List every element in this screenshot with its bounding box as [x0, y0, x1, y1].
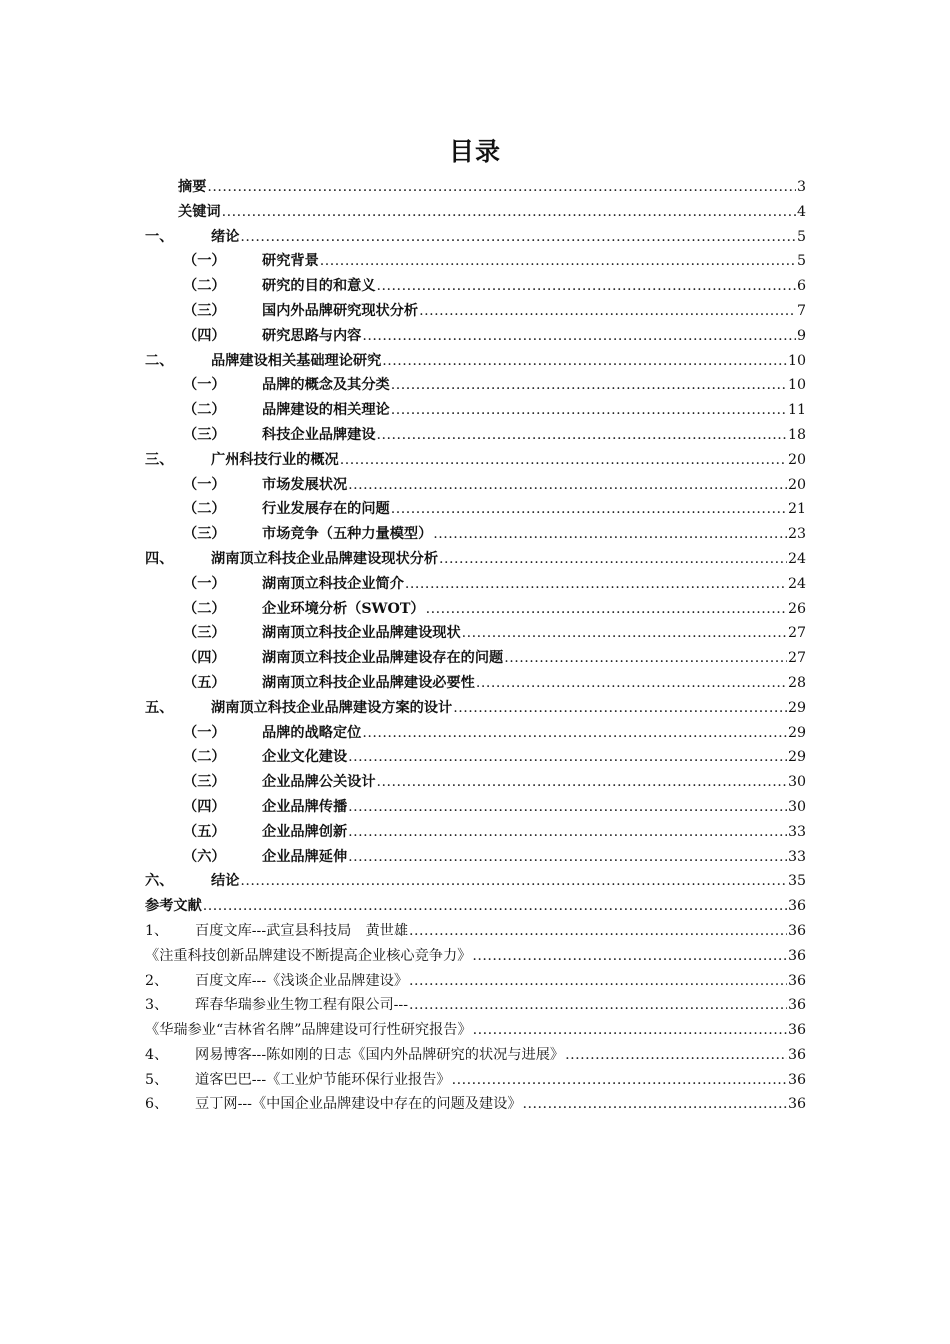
- toc-entry-title: 豆丁网---《中国企业品牌建设中存在的问题及建设》: [195, 1096, 522, 1113]
- toc-entry-title: 百度文库---《浅谈企业品牌建设》: [195, 972, 409, 989]
- toc-entry[interactable]: [145, 894, 806, 919]
- toc-entry[interactable]: [145, 423, 806, 448]
- toc-entry[interactable]: [145, 944, 806, 969]
- toc-page-number: 33: [787, 823, 806, 840]
- toc-entry-title: 企业环境分析（SWOT）: [262, 600, 425, 617]
- toc-entry[interactable]: [145, 919, 806, 944]
- toc-entry-title: 绪论: [211, 228, 240, 245]
- toc-page-number: 24: [787, 575, 806, 592]
- toc-entry-number: （二）: [183, 501, 226, 518]
- toc-entry-number: 四、: [145, 550, 174, 567]
- toc-dot-leader: [377, 274, 796, 299]
- toc-entry[interactable]: [145, 175, 806, 200]
- toc-entry-title: 企业品牌延伸: [262, 848, 348, 865]
- toc-dot-leader: [426, 597, 787, 622]
- toc-entry-title: 关键词: [178, 203, 221, 220]
- toc-entry-number: （三）: [183, 625, 226, 642]
- table-of-contents: [145, 175, 806, 1117]
- toc-page-number: 6: [796, 278, 806, 295]
- toc-entry[interactable]: [145, 225, 806, 250]
- toc-entry-number: 2、: [145, 972, 169, 989]
- toc-entry[interactable]: [145, 721, 806, 746]
- toc-page-number: 27: [787, 650, 806, 667]
- toc-entry[interactable]: [145, 869, 806, 894]
- toc-page-number: 23: [787, 526, 806, 543]
- toc-entry-title: 研究的目的和意义: [262, 278, 376, 295]
- toc-entry-number: （三）: [183, 302, 226, 319]
- toc-entry[interactable]: [145, 969, 806, 994]
- toc-entry[interactable]: [145, 547, 806, 572]
- toc-page-number: 36: [787, 1022, 806, 1039]
- toc-entry-number: （四）: [183, 327, 226, 344]
- toc-entry-number: 5、: [145, 1071, 169, 1088]
- toc-entry[interactable]: [145, 448, 806, 473]
- toc-entry-number: （二）: [183, 600, 226, 617]
- toc-entry-title: 珲春华瑞参业生物工程有限公司---: [195, 997, 409, 1014]
- toc-dot-leader: [340, 448, 787, 473]
- toc-entry[interactable]: [145, 522, 806, 547]
- toc-entry[interactable]: [145, 349, 806, 374]
- toc-page-number: 36: [787, 922, 806, 939]
- toc-entry[interactable]: [145, 621, 806, 646]
- toc-dot-leader: [382, 349, 787, 374]
- toc-entry[interactable]: [145, 745, 806, 770]
- toc-entry[interactable]: [145, 646, 806, 671]
- toc-page-number: 30: [787, 774, 806, 791]
- toc-entry-title: 研究思路与内容: [262, 327, 362, 344]
- toc-page-number: 20: [787, 451, 806, 468]
- toc-page-number: 10: [787, 377, 806, 394]
- toc-entry-number: （一）: [183, 253, 226, 270]
- toc-entry-number: （四）: [183, 798, 226, 815]
- toc-page-number: 5: [796, 253, 806, 270]
- toc-dot-leader: [362, 721, 787, 746]
- toc-entry-title: 湖南顶立科技企业品牌建设现状分析: [211, 550, 439, 567]
- toc-entry-title: 参考文献: [145, 898, 202, 915]
- toc-dot-leader: [453, 696, 787, 721]
- toc-dot-leader: [348, 820, 787, 845]
- toc-entry[interactable]: [145, 696, 806, 721]
- toc-dot-leader: [222, 200, 796, 225]
- toc-page-number: 5: [796, 228, 806, 245]
- toc-dot-leader: [391, 373, 787, 398]
- toc-entry-title: 网易博客---陈如刚的日志《国内外品牌研究的状况与进展》: [195, 1046, 565, 1063]
- toc-page-number: 35: [787, 873, 806, 890]
- toc-entry[interactable]: [145, 770, 806, 795]
- toc-entry-number: （一）: [183, 377, 226, 394]
- toc-page-number: 4: [796, 203, 806, 220]
- toc-dot-leader: [473, 1018, 787, 1043]
- toc-page-number: 36: [787, 972, 806, 989]
- toc-page-number: 36: [787, 1096, 806, 1113]
- toc-dot-leader: [377, 423, 787, 448]
- toc-dot-leader: [320, 249, 796, 274]
- toc-dot-leader: [405, 572, 787, 597]
- toc-entry-title: 《注重科技创新品牌建设不断提高企业核心竞争力》: [145, 947, 472, 964]
- toc-dot-leader: [240, 869, 787, 894]
- toc-page-number: 29: [787, 724, 806, 741]
- toc-entry-title: 研究背景: [262, 253, 319, 270]
- toc-entry-number: （二）: [183, 278, 226, 295]
- toc-entry-number: （三）: [183, 774, 226, 791]
- toc-page-number: 29: [787, 699, 806, 716]
- toc-dot-leader: [203, 894, 787, 919]
- toc-entry-number: （一）: [183, 724, 226, 741]
- toc-page-number: 36: [787, 1046, 806, 1063]
- toc-entry-title: 企业品牌传播: [262, 798, 348, 815]
- toc-dot-leader: [348, 473, 787, 498]
- toc-entry-number: 五、: [145, 699, 174, 716]
- toc-entry[interactable]: [145, 1092, 806, 1117]
- toc-dot-leader: [348, 795, 787, 820]
- toc-entry[interactable]: [145, 200, 806, 225]
- toc-entry-title: 品牌的概念及其分类: [262, 377, 390, 394]
- toc-entry[interactable]: [145, 820, 806, 845]
- toc-entry-title: 行业发展存在的问题: [262, 501, 390, 518]
- toc-dot-leader: [377, 770, 787, 795]
- toc-entry[interactable]: [145, 497, 806, 522]
- toc-page-number: 7: [796, 302, 806, 319]
- toc-page-number: 10: [787, 352, 806, 369]
- toc-entry-number: （二）: [183, 749, 226, 766]
- toc-entry-title: 湖南顶立科技企业简介: [262, 575, 404, 592]
- toc-entry-title: 市场发展状况: [262, 476, 348, 493]
- toc-dot-leader: [523, 1092, 787, 1117]
- page-title: 目录: [448, 137, 501, 166]
- toc-page-number: 9: [796, 327, 806, 344]
- toc-entry[interactable]: [145, 671, 806, 696]
- toc-entry-title: 道客巴巴---《工业炉节能环保行业报告》: [195, 1071, 451, 1088]
- toc-entry-title: 企业文化建设: [262, 749, 348, 766]
- toc-dot-leader: [504, 646, 787, 671]
- toc-entry-title: 百度文库---武宣县科技局 黄世雄: [195, 922, 409, 939]
- toc-entry[interactable]: [145, 1068, 806, 1093]
- toc-page-number: 21: [787, 501, 806, 518]
- toc-entry-title: 摘要: [178, 179, 207, 195]
- toc-entry-title: 湖南顶立科技企业品牌建设现状: [262, 625, 461, 642]
- toc-entry-title: 广州科技行业的概况: [211, 451, 339, 468]
- toc-entry[interactable]: [145, 1018, 806, 1043]
- toc-entry-number: （三）: [183, 526, 226, 543]
- toc-entry[interactable]: [145, 845, 806, 870]
- toc-entry-title: 国内外品牌研究现状分析: [262, 302, 419, 319]
- toc-entry[interactable]: [145, 572, 806, 597]
- toc-dot-leader: [409, 919, 787, 944]
- toc-dot-leader: [240, 225, 796, 250]
- toc-dot-leader: [462, 621, 787, 646]
- toc-entry[interactable]: [145, 373, 806, 398]
- toc-entry-number: 二、: [145, 352, 174, 369]
- toc-entry-title: 市场竞争（五种力量模型）: [262, 526, 433, 543]
- toc-entry-number: （六）: [183, 848, 226, 865]
- toc-page-number: 36: [787, 997, 806, 1014]
- toc-entry[interactable]: [145, 473, 806, 498]
- toc-dot-leader: [362, 324, 796, 349]
- toc-dot-leader: [391, 497, 787, 522]
- toc-entry-title: 湖南顶立科技企业品牌建设方案的设计: [211, 699, 453, 716]
- toc-page-number: 26: [787, 600, 806, 617]
- toc-dot-leader: [391, 398, 787, 423]
- toc-dot-leader: [472, 944, 787, 969]
- toc-entry-number: 三、: [145, 451, 174, 468]
- toc-entry[interactable]: [145, 299, 806, 324]
- toc-entry-number: 4、: [145, 1046, 169, 1063]
- toc-entry[interactable]: [145, 398, 806, 423]
- toc-dot-leader: [207, 175, 796, 200]
- toc-dot-leader: [348, 745, 787, 770]
- toc-entry-title: 企业品牌创新: [262, 823, 348, 840]
- toc-page-number: 36: [787, 1071, 806, 1088]
- toc-dot-leader: [419, 299, 796, 324]
- toc-page-number: 30: [787, 798, 806, 815]
- toc-entry-number: （四）: [183, 650, 226, 667]
- toc-page-number: 29: [787, 749, 806, 766]
- toc-entry[interactable]: [145, 597, 806, 622]
- toc-entry[interactable]: [145, 795, 806, 820]
- toc-entry[interactable]: [145, 993, 806, 1018]
- toc-page-number: 11: [787, 402, 806, 419]
- toc-entry-title: 企业品牌公关设计: [262, 774, 376, 791]
- toc-page-number: 3: [796, 179, 806, 195]
- toc-entry[interactable]: [145, 249, 806, 274]
- toc-dot-leader: [439, 547, 787, 572]
- toc-dot-leader: [409, 969, 787, 994]
- toc-entry-title: 湖南顶立科技企业品牌建设必要性: [262, 674, 475, 691]
- toc-entry-number: （二）: [183, 402, 226, 419]
- toc-page-number: 27: [787, 625, 806, 642]
- toc-entry-number: （五）: [183, 674, 226, 691]
- toc-page-number: 18: [787, 426, 806, 443]
- toc-entry-title: 品牌建设的相关理论: [262, 402, 390, 419]
- toc-page-number: 20: [787, 476, 806, 493]
- toc-entry-number: （一）: [183, 476, 226, 493]
- toc-dot-leader: [476, 671, 787, 696]
- toc-page-number: 36: [787, 947, 806, 964]
- toc-entry-number: （五）: [183, 823, 226, 840]
- toc-dot-leader: [433, 522, 787, 547]
- toc-entry-number: 一、: [145, 228, 174, 245]
- toc-entry-number: 6、: [145, 1096, 169, 1113]
- toc-page-number: 28: [787, 674, 806, 691]
- toc-entry-title: 湖南顶立科技企业品牌建设存在的问题: [262, 650, 504, 667]
- toc-dot-leader: [409, 993, 787, 1018]
- toc-entry[interactable]: [145, 324, 806, 349]
- toc-entry-title: 品牌建设相关基础理论研究: [211, 352, 382, 369]
- toc-page-number: 36: [787, 898, 806, 915]
- toc-entry-title: 品牌的战略定位: [262, 724, 362, 741]
- toc-dot-leader: [565, 1043, 787, 1068]
- toc-entry-number: 3、: [145, 997, 169, 1014]
- toc-dot-leader: [452, 1068, 787, 1093]
- toc-entry-title: 《华瑞参业“吉林省名牌”品牌建设可行性研究报告》: [145, 1022, 472, 1039]
- toc-entry-title: 科技企业品牌建设: [262, 426, 376, 443]
- toc-entry[interactable]: [145, 1043, 806, 1068]
- toc-entry-number: （三）: [183, 426, 226, 443]
- toc-page-number: 24: [787, 550, 806, 567]
- toc-page-number: 33: [787, 848, 806, 865]
- toc-entry-number: （一）: [183, 575, 226, 592]
- toc-entry-number: 1、: [145, 922, 169, 939]
- toc-entry-number: 六、: [145, 873, 174, 890]
- toc-entry[interactable]: [145, 274, 806, 299]
- toc-dot-leader: [348, 845, 787, 870]
- toc-entry-title: 结论: [211, 873, 240, 890]
